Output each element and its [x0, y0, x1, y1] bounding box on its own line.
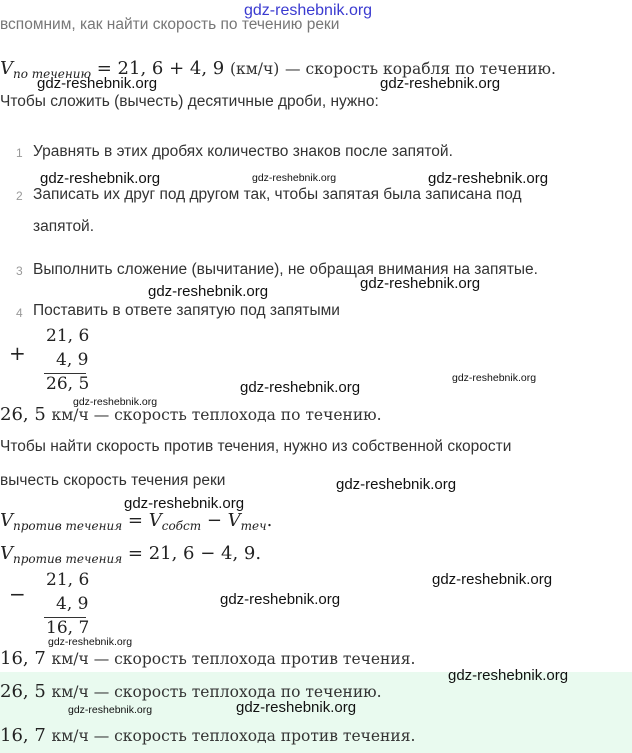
v-symbol: V: [148, 510, 162, 531]
answer-line-2: [0, 725, 415, 746]
v-symbol: V: [0, 543, 13, 564]
watermark: gdz-reshebnik.org: [40, 170, 161, 187]
result-text: км/ч — скорость теплохода по течению.: [51, 406, 382, 424]
sum-result: 26, 5: [46, 374, 90, 394]
step-number: 1: [16, 146, 23, 160]
addend-1: 21, 6: [46, 326, 90, 346]
watermark: gdz-reshebnik.org: [448, 667, 569, 684]
watermark: gdz-reshebnik.org: [37, 75, 158, 92]
step-number: 4: [16, 306, 23, 320]
intro-text: вспомним, как найти скорость по течению реки: [0, 16, 340, 33]
watermark: gdz-reshebnik.org: [380, 75, 501, 92]
minus-sign: −: [206, 510, 222, 531]
equals-sign: =: [127, 510, 143, 531]
answer-value: 16, 7: [0, 725, 46, 746]
minus-sign: −: [9, 582, 26, 606]
step-number: 3: [16, 264, 23, 278]
v-subscript: против течения: [13, 552, 123, 566]
answer-value: 26, 5: [0, 681, 46, 702]
upstream-text-continued: вычесть скорость течения реки: [0, 472, 226, 489]
answer-text: км/ч — скорость теплохода по течению.: [51, 683, 382, 701]
watermark: gdz-reshebnik.org: [428, 170, 549, 187]
watermark: gdz-reshebnik.org: [220, 591, 341, 608]
v-subscript: по течению: [13, 67, 92, 81]
subtrahend: 4, 9: [56, 594, 89, 614]
step-number: 2: [16, 189, 23, 203]
addend-2: 4, 9: [56, 350, 89, 370]
step-text-continued: запятой.: [33, 218, 95, 235]
watermark: gdz-reshebnik.org: [432, 571, 553, 588]
plus-sign: +: [9, 341, 26, 365]
watermark: gdz-reshebnik.org: [73, 396, 158, 408]
v-symbol: V: [0, 510, 13, 531]
v-subscript: против течения: [13, 519, 123, 533]
watermark: gdz-reshebnik.org: [148, 283, 269, 300]
difference-result: 16, 7: [46, 618, 90, 638]
watermark: gdz-reshebnik.org: [48, 636, 133, 648]
formula-description: — скорость корабля по течению.: [285, 60, 556, 78]
result-value: 16, 7: [0, 648, 46, 669]
upstream-text: Чтобы найти скорость против течения, нужно из собственной скорости: [0, 438, 512, 455]
step-text: Поставить в ответе запятую под запятыми: [33, 302, 340, 319]
step-text: Уравнять в этих дробях количество знаков после запятой.: [33, 143, 453, 160]
watermark: gdz-reshebnik.org: [240, 379, 361, 396]
formula-upstream: [0, 510, 272, 533]
formula-unit: (км/ч): [229, 60, 280, 78]
v-symbol: V: [0, 58, 13, 79]
minuend: 21, 6: [46, 570, 90, 590]
v-symbol: V: [227, 510, 241, 531]
result-value: 26, 5: [0, 404, 46, 425]
watermark: gdz-reshebnik.org: [68, 704, 153, 716]
formula-upstream-numeric: [0, 543, 261, 566]
step-text: Выполнить сложение (вычитание), не обращая внимания на запятые.: [33, 261, 538, 278]
period: .: [266, 510, 273, 531]
formula-expression: = 21, 6 + 4, 9: [96, 58, 225, 79]
watermark: gdz-reshebnik.org: [336, 476, 457, 493]
result-upstream: [0, 648, 415, 669]
v-subscript: собст: [161, 519, 202, 533]
rule-intro: Чтобы сложить (вычесть) десятичные дроби, нужно:: [0, 93, 379, 110]
watermark: gdz-reshebnik.org: [252, 172, 337, 184]
formula-expression: = 21, 6 − 4, 9.: [127, 543, 262, 564]
watermark: gdz-reshebnik.org: [124, 495, 245, 512]
result-text: км/ч — скорость теплохода против течения.: [51, 650, 416, 668]
watermark: gdz-reshebnik.org: [360, 275, 481, 292]
watermark: gdz-reshebnik.org: [244, 2, 373, 19]
step-text: Записать их друг под другом так, чтобы запятая была записана под: [33, 186, 522, 203]
v-subscript: теч: [240, 519, 267, 533]
result-downstream: [0, 404, 382, 425]
answer-text: км/ч — скорость теплохода против течения.: [51, 727, 416, 745]
watermark: gdz-reshebnik.org: [236, 699, 357, 716]
watermark: gdz-reshebnik.org: [452, 372, 537, 384]
